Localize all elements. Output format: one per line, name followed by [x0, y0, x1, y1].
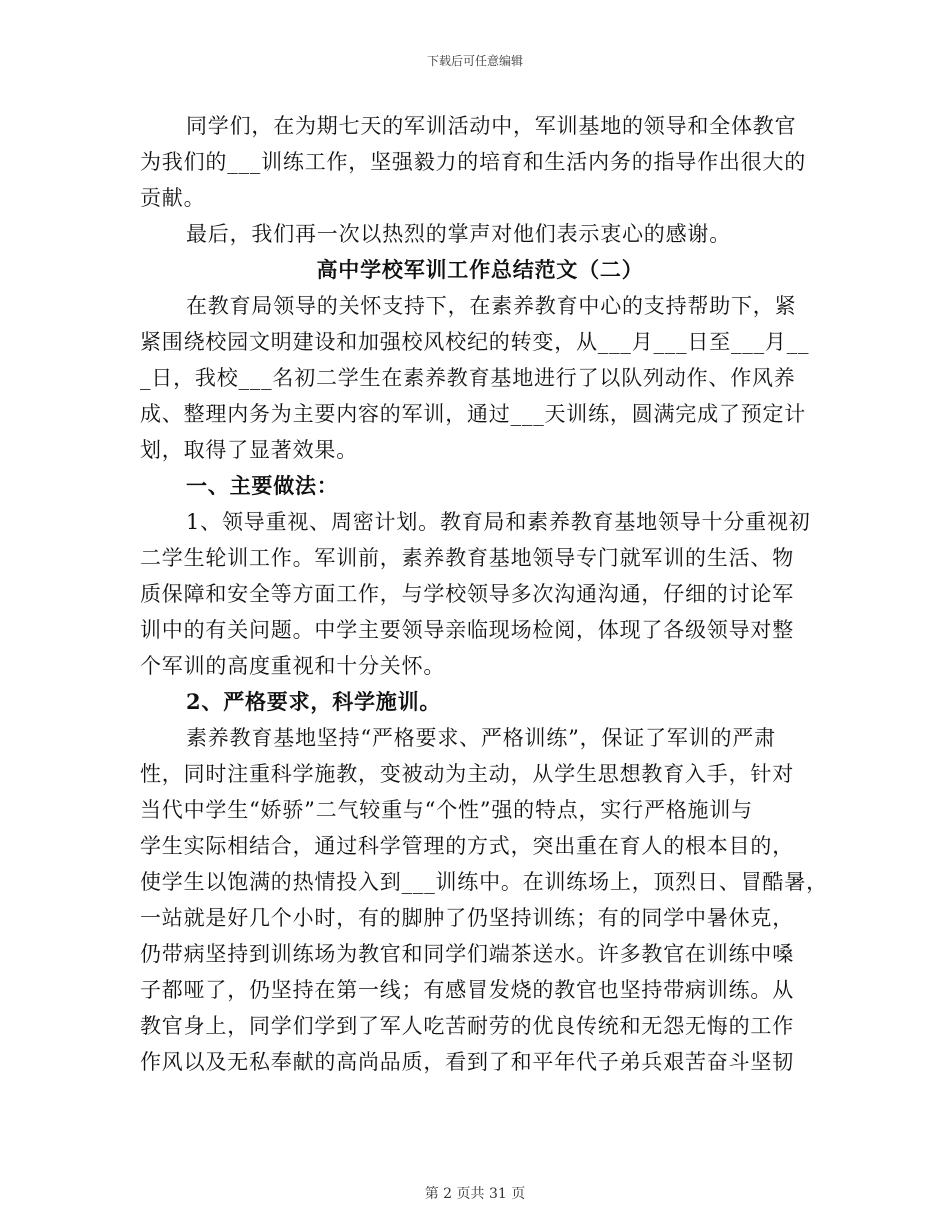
paragraph-line: 质保障和安全等方面工作，与学校领导多次沟通沟通，仔细的讨论军 — [140, 582, 794, 606]
paragraph-line: 学生实际相结合，通过科学管理的方式，突出重在育人的根本目的， — [140, 834, 794, 858]
paragraph-line: 当代中学生“娇骄”二气较重与“个性”强的特点，实行严格施训与 — [140, 798, 753, 822]
paragraph-line: 最后，我们再一次以热烈的掌声对他们表示衷心的感谢。 — [186, 222, 731, 246]
page-footer-note: 第 2 页共 31 页 — [424, 1186, 526, 1202]
section-heading: 2、严格要求，科学施训。 — [186, 689, 442, 714]
paragraph-line: 划，取得了显著效果。 — [140, 438, 358, 462]
paragraph-line: 素养教育基地坚持“严格要求、严格训练”，保证了军训的严肃 — [186, 726, 776, 750]
paragraph-line: 个军训的高度重视和十分关怀。 — [140, 654, 446, 678]
section-title: 高中学校军训工作总结范文（二） — [316, 257, 644, 282]
paragraph-line: 仍带病坚持到训练场为教官和同学们端茶送水。许多教官在训练中嗓 — [140, 942, 794, 966]
paragraph-line: 子都哑了，仍坚持在第一线；有感冒发烧的教官也坚持带病训练。从 — [140, 978, 794, 1002]
paragraph-line: 训中的有关问题。中学主要领导亲临现场检阅，体现了各级领导对整 — [140, 618, 794, 642]
paragraph-line: 紧围绕校园文明建设和加强校风校纪的转变，从___月___日至___月__ — [140, 330, 810, 354]
paragraph-line: _日，我校___名初二学生在素养教育基地进行了以队列动作、作风养 — [140, 366, 796, 390]
document-body — [140, 108, 828, 1080]
paragraph-line: 性，同时注重科学施教，变被动为主动，从学生思想教育入手，针对 — [140, 762, 794, 786]
paragraph-line: 教官身上，同学们学到了军人吃苦耐劳的优良传统和无怨无悔的工作 — [140, 1014, 794, 1038]
paragraph-line: 使学生以饱满的热情投入到___训练中。在训练场上，顶烈日、冒酷暑， — [140, 870, 828, 894]
paragraph-line: 在教育局领导的关怀支持下，在素养教育中心的支持帮助下，紧 — [186, 294, 797, 318]
paragraph-line: 为我们的___训练工作，坚强毅力的培育和生活内务的指导作出很大的 — [140, 150, 807, 174]
paragraph-line: 成、整理内务为主要内容的军训，通过___天训练，圆满完成了预定计 — [140, 402, 807, 426]
paragraph-line: 作风以及无私奉献的高尚品质，看到了和平年代子弟兵艰苦奋斗坚韧 — [140, 1050, 794, 1074]
section-heading: 一、主要做法： — [186, 473, 339, 498]
paragraph-line: 一站就是好几个小时，有的脚肿了仍坚持训练；有的同学中暑休克， — [140, 906, 794, 930]
paragraph-line: 二学生轮训工作。军训前，素养教育基地领导专门就军训的生活、物 — [140, 546, 794, 570]
paragraph-line: 贡献。 — [140, 186, 206, 210]
page-header-note: 下载后可任意编辑 — [426, 54, 523, 68]
paragraph-line: 1、领导重视、周密计划。教育局和素养教育基地领导十分重视初 — [186, 510, 811, 534]
paragraph-line: 同学们，在为期七天的军训活动中，军训基地的领导和全体教官 — [186, 114, 797, 138]
